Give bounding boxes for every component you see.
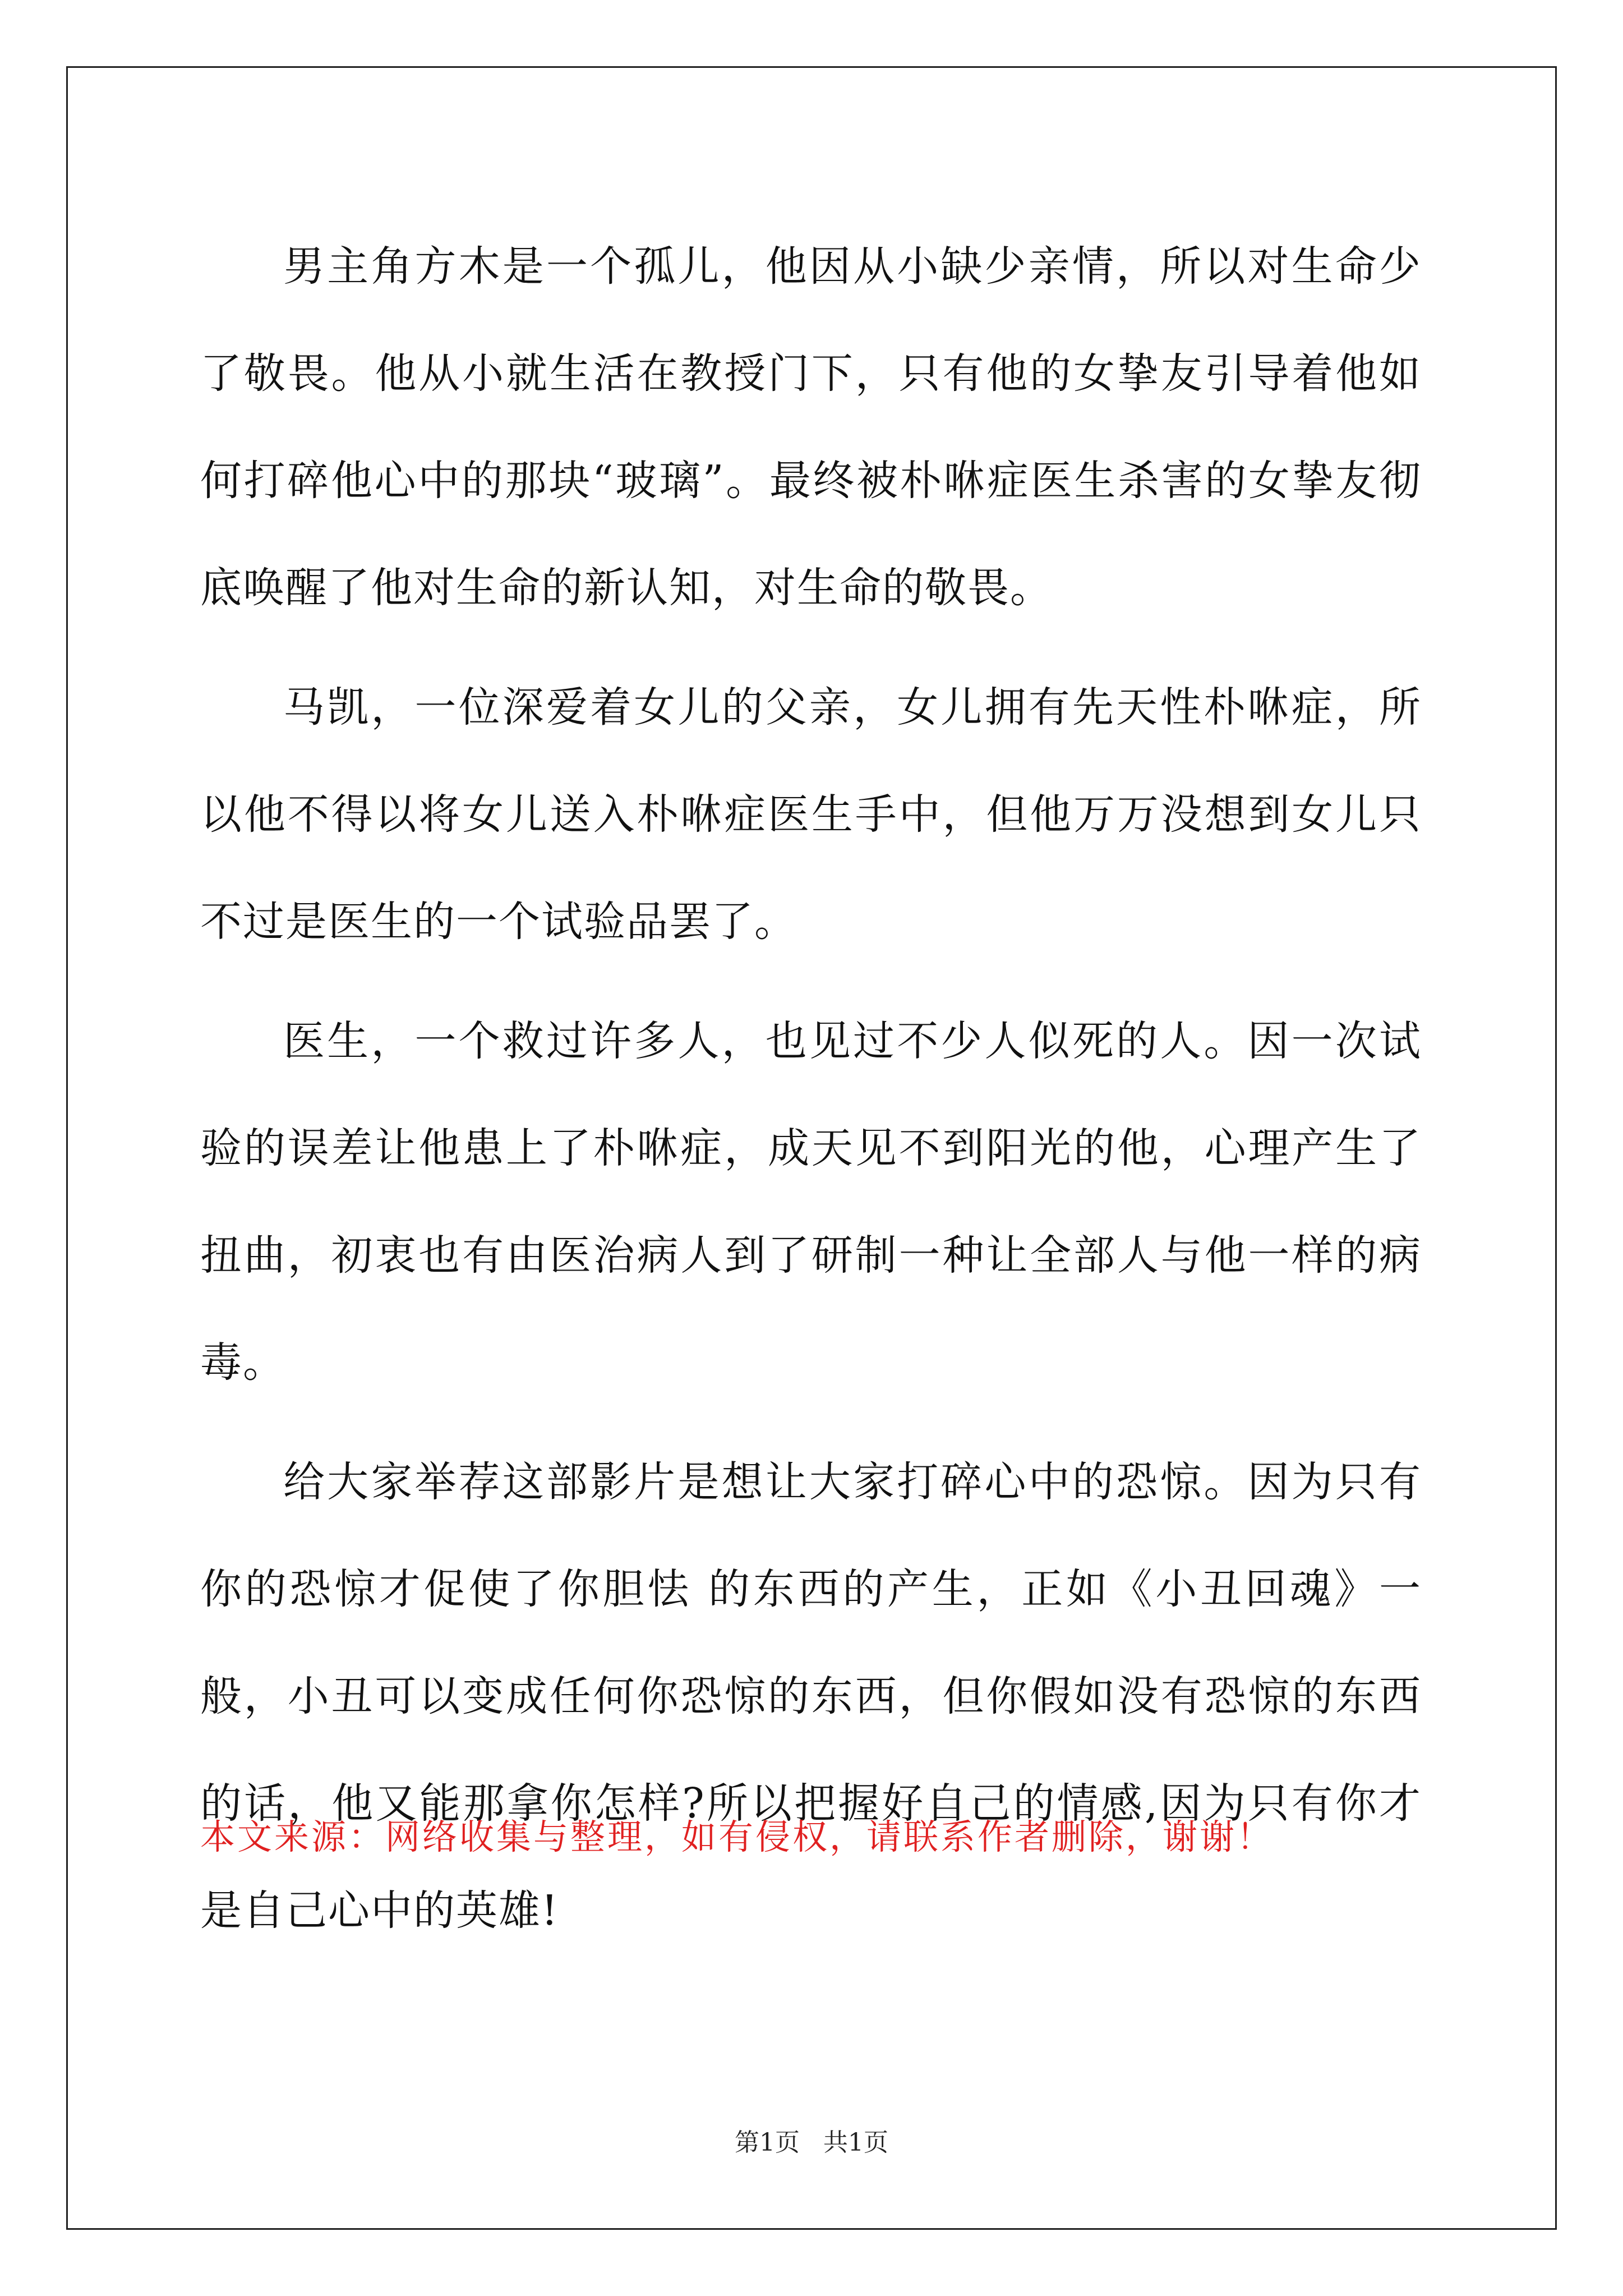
page-footer: 第1页 共1页: [735, 2128, 888, 2157]
source-note: 本文来源：网络收集与整理，如有侵权，请联系作者删除，谢谢！: [200, 1816, 1274, 1857]
paragraph-2: 马凯，一位深爱着女儿的父亲，女儿拥有先天性朴咻症，所以他不得以将女儿送入朴咻症医生手中，但他万万没想到女儿只不过是医生的一个试验品罢了。: [200, 683, 1422, 946]
paragraph-1: 男主角方木是一个孤儿，他因从小缺少亲情，所以对生命少了敬畏。他从小就生活在教授门下，只有他的女挚友引导着他如何打碎他心中的那块“玻璃”。最终被朴咻症医生杀害的女挚友彻底唤醒了他对生命的新认知，对生命的敬畏。: [200, 242, 1422, 612]
article-body: [200, 213, 1422, 1977]
paragraph-4: 给大家举荐这部影片是想让大家打碎心中的恐惊。因为只有你的恐惊才促使了你胆怯 的东西的产生，正如《小丑回魂》一般，小丑可以变成任何你恐惊的东西，但你假如没有恐惊的东西的话，他又能那拿你怎样?所以把握好自己的情感,因为只有你才是自己心中的英雄!: [200, 1458, 1422, 1935]
paragraph-3: 医生，一个救过许多人，也见过不少人似死的人。因一次试验的误差让他患上了朴咻症，成天见不到阳光的他，心理产生了扭曲，初衷也有由医治病人到了研制一种让全部人与他一样的病毒。: [200, 1017, 1422, 1387]
